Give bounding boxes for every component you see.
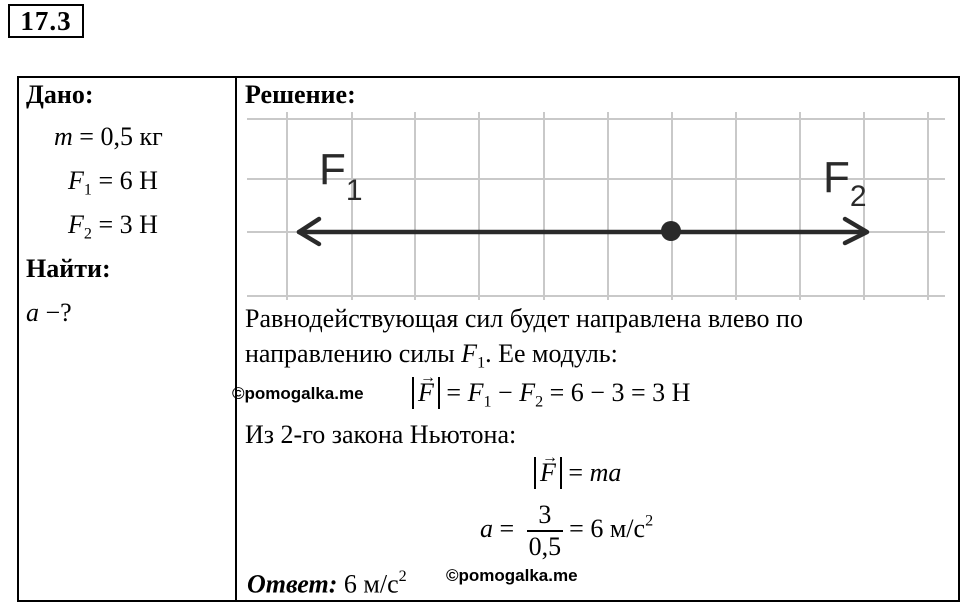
eq2-sign: = <box>561 458 590 487</box>
find-line <box>26 298 72 328</box>
vector-force: → F <box>418 377 434 409</box>
equation-net-force <box>412 377 690 412</box>
explanation-subscript: 1 <box>477 354 486 372</box>
eq1-f2-sub: 2 <box>535 393 544 411</box>
eq1-f2: F <box>519 378 536 407</box>
answer-value: 6 м/с <box>337 569 399 599</box>
explanation-line-1: Равнодействующая сил будет направлена влево по <box>245 304 803 333</box>
abs-force <box>412 377 440 409</box>
watermark: ©pomogalka.me <box>446 566 578 585</box>
force1-symbol: F <box>68 166 84 195</box>
force1-value: = 6 Н <box>91 166 158 195</box>
eq3-result-sup: 2 <box>645 512 654 530</box>
force1-subscript: 1 <box>83 181 92 199</box>
given-force-1 <box>68 166 158 200</box>
eq1-f1: F <box>467 378 484 407</box>
mass-symbol: m <box>54 122 73 151</box>
eq2-rhs: ma <box>589 458 622 487</box>
eq3-lhs: a <box>480 513 493 543</box>
given-title: Дано: <box>26 80 94 109</box>
eq1-minus: − <box>491 378 520 407</box>
diagram-label-f2: $F_2$ <box>823 153 867 213</box>
find-title: Найти: <box>26 254 111 283</box>
find-symbol: a <box>26 298 39 327</box>
problem-number: 17.3 <box>8 4 84 38</box>
force2-value: = 3 Н <box>91 210 158 239</box>
equation-newton <box>534 457 621 489</box>
fraction-numerator: 3 <box>527 500 564 532</box>
fraction-denominator: 0,5 <box>528 532 562 561</box>
eq3-sign: = <box>493 513 521 543</box>
solution-title: Решение: <box>245 80 356 109</box>
force2-symbol: F <box>68 210 84 239</box>
explanation-symbol: F <box>461 339 478 368</box>
newton-law-text: Из 2-го закона Ньютона: <box>245 420 517 449</box>
equation-acceleration <box>480 500 653 562</box>
force-diagram <box>247 112 945 300</box>
explanation-tail: . Ее модуль: <box>485 339 618 368</box>
eq3-result: = 6 м/с <box>569 513 646 543</box>
diagram-label-f1: $F_1$ <box>319 145 363 207</box>
abs-force-2 <box>534 457 562 489</box>
force2-subscript: 2 <box>83 225 92 243</box>
eq1-sign: = <box>439 378 468 407</box>
eq1-f1-sub: 1 <box>483 393 492 411</box>
answer-sup: 2 <box>398 568 407 585</box>
watermark: ©pomogalka.me <box>232 384 364 403</box>
mass-value: = 0,5 кг <box>72 122 163 151</box>
fraction <box>527 500 564 562</box>
answer-label: Ответ: <box>247 569 338 599</box>
explanation-text: направлению силы <box>245 339 462 368</box>
vector-force-2: → F <box>540 457 556 489</box>
body-point <box>661 221 681 241</box>
answer-line <box>247 568 407 599</box>
find-question: −? <box>39 298 72 327</box>
given-mass <box>54 122 163 152</box>
eq1-result: = 6 − 3 = 3 Н <box>543 378 691 407</box>
given-force-2 <box>68 210 158 244</box>
column-divider <box>235 76 237 602</box>
